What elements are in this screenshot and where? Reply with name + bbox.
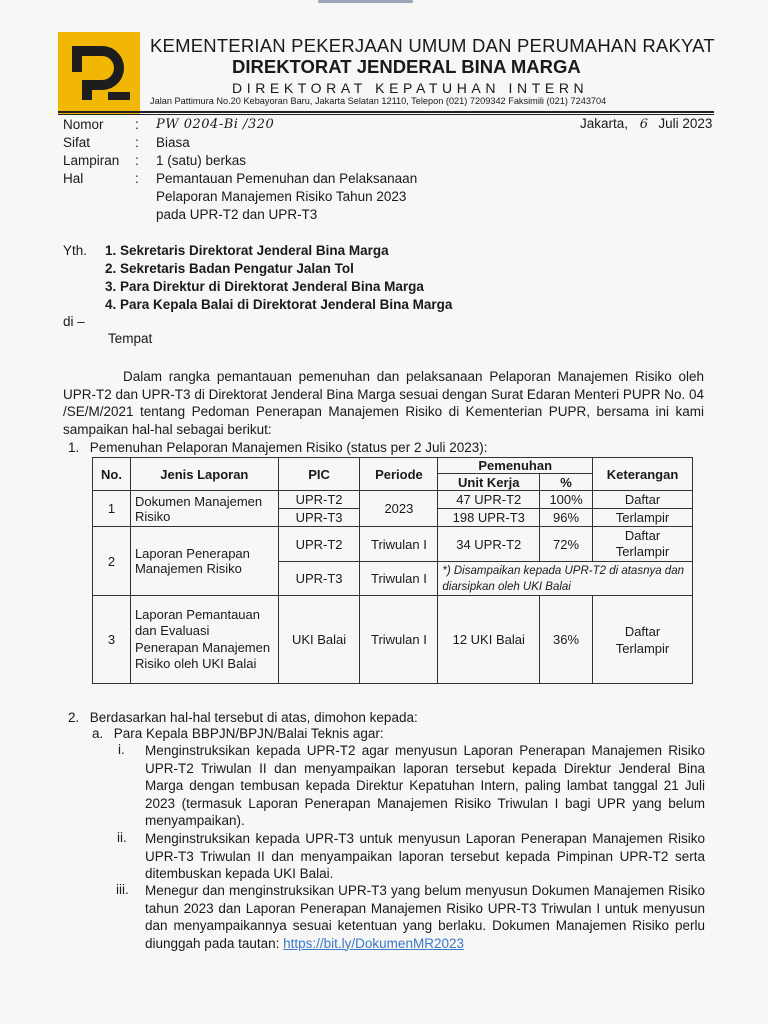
- col-unit-kerja: Unit Kerja: [438, 474, 540, 491]
- cell-pic: UKI Balai: [278, 596, 360, 684]
- item-1-heading: 1. Pemenuhan Pelaporan Manajemen Risiko (status per 2 Juli 2023):: [68, 440, 488, 455]
- scan-edge-mark: [318, 0, 413, 3]
- report-status-table: [92, 457, 693, 684]
- colon: :: [135, 153, 139, 168]
- intro-paragraph: [63, 368, 704, 438]
- cell-unit: 198 UPR-T3: [438, 509, 540, 527]
- cell-pic: UPR-T2: [278, 527, 360, 562]
- col-jenis-laporan: Jenis Laporan: [130, 458, 278, 491]
- cell-no: 2: [93, 527, 131, 596]
- cell-jenis: Laporan Pemantauan dan Evaluasi Penerapan Manajemen Risiko oleh UKI Balai: [130, 596, 278, 684]
- cell-keterangan: Terlampir: [593, 509, 693, 527]
- cell-keterangan: Daftar Terlampir: [593, 527, 693, 562]
- col-keterangan: Keterangan: [593, 458, 693, 491]
- addressee-item: 1. Sekretaris Direktorat Jenderal Bina Marga: [105, 243, 389, 258]
- upload-link[interactable]: https://bit.ly/DokumenMR2023: [283, 935, 464, 951]
- cell-periode: 2023: [360, 491, 438, 527]
- directorate-name: DIREKTORAT KEPATUHAN INTERN: [232, 80, 589, 96]
- ministry-name: KEMENTERIAN PEKERJAAN UMUM DAN PERUMAHAN RAKYAT: [150, 35, 715, 56]
- date-month-year: Juli 2023: [658, 116, 713, 131]
- colon: :: [135, 171, 139, 186]
- addressee-item: 4. Para Kepala Balai di Direktorat Jenderal Bina Marga: [105, 297, 453, 312]
- di-label: di –: [63, 314, 85, 329]
- roman-num: i.: [118, 742, 125, 757]
- header-rule-thick: [58, 111, 714, 113]
- colon: :: [135, 135, 139, 150]
- date-day: 6: [639, 117, 649, 132]
- cell-pic: UPR-T3: [278, 509, 360, 527]
- hal-line-3: pada UPR-T2 dan UPR-T3: [156, 207, 318, 222]
- item-2-heading: 2. Berdasarkan hal-hal tersebut di atas, dimohon kepada:: [68, 710, 418, 725]
- hal-label: Hal: [63, 171, 84, 186]
- cell-percent: 72%: [540, 527, 593, 562]
- cell-no: 3: [93, 596, 131, 684]
- cell-percent: 96%: [540, 509, 593, 527]
- instruction-i: Menginstruksikan kepada UPR-T2 agar menyusun Laporan Penerapan Manajemen Risiko UPR-T2 Triwulan II dan menyampaikan laporan tersebut kepada Direktur Jenderal Bina Marga dengan tembusan kepada Direktur Kepatuhan Intern, paling lambat tanggal 21 Juli 2023 (termasuk Laporan Penerapan Manajemen Risiko Triwulan I bagi UPR yang belum menyampaikan).: [145, 743, 705, 828]
- instruction-ii: Menginstruksikan kepada UPR-T3 untuk menyusun Laporan Penerapan Manajemen Risiko UPR-T3 Triwulan II dan menyampaikan laporan tersebut kepada Pimpinan UPR-T2 serta ditembuskan kepada UKI Balai.: [145, 831, 705, 881]
- sifat-value: Biasa: [156, 135, 190, 150]
- header-rule-thin: [58, 114, 714, 115]
- directorate-general-name: DIREKTORAT JENDERAL BINA MARGA: [232, 56, 581, 77]
- cell-periode: Triwulan I: [360, 596, 438, 684]
- cell-unit: 47 UPR-T2: [438, 491, 540, 509]
- roman-num: iii.: [116, 882, 129, 897]
- col-periode: Periode: [360, 458, 438, 491]
- cell-keterangan: Daftar: [593, 491, 693, 509]
- sifat-label: Sifat: [63, 135, 91, 150]
- date-place: Jakarta,: [580, 116, 629, 131]
- roman-num: ii.: [117, 830, 127, 845]
- cell-unit: 12 UKI Balai: [438, 596, 540, 684]
- cell-pic: UPR-T2: [278, 491, 360, 509]
- intro-text: Dalam rangka pemantauan pemenuhan dan pelaksanaan Pelaporan Manajemen Risiko oleh UPR-T2 dan UPR-T3 di Direktorat Jenderal Bina Marga sesuai dengan Surat Edaran Menteri PUPR No. 04 /SE/M/2021 tentang Pedoman Penerapan Manajemen Risiko di Kementerian PUPR, bersama ini kami sampaikan hal-hal sebagai berikut:: [63, 369, 704, 437]
- addressee-item: 3. Para Direktur di Direktorat Jenderal Bina Marga: [105, 279, 424, 294]
- cell-note: *) Disampaikan kepada UPR-T2 di atasnya dan diarsipkan oleh UKI Balai: [438, 562, 693, 596]
- lampiran-value: 1 (satu) berkas: [156, 153, 247, 168]
- cell-pic: UPR-T3: [278, 562, 360, 596]
- cell-no: 1: [93, 491, 131, 527]
- office-address: Jalan Pattimura No.20 Kebayoran Baru, Jakarta Selatan 12110, Telepon (021) 7209342 Faksimili (021) 7243704: [150, 96, 607, 106]
- cell-unit: 34 UPR-T2: [438, 527, 540, 562]
- lampiran-label: Lampiran: [63, 153, 120, 168]
- cell-jenis: Laporan Penerapan Manajemen Risiko: [130, 527, 278, 596]
- col-no: No.: [93, 458, 131, 491]
- nomor-value: PW 0204-Bi /320: [156, 117, 275, 132]
- nomor-label: Nomor: [63, 117, 104, 132]
- col-percent: %: [540, 474, 593, 491]
- instruction-iii-text: Menegur dan menginstruksikan UPR-T3 yang belum menyusun Dokumen Manajemen Risiko tahun 2023 dan Laporan Penerapan Manajemen Risiko UPR-T3 Triwulan I untuk menyusun dan menyampaikannya sesuai ketentuan yang berlaku. Dokumen Manajemen Risiko perlu diunggah pada tautan:: [145, 883, 705, 951]
- tempat-label: Tempat: [108, 331, 153, 346]
- cell-periode: Triwulan I: [360, 562, 438, 596]
- cell-percent: 100%: [540, 491, 593, 509]
- cell-jenis: Dokumen Manajemen Risiko: [130, 491, 278, 527]
- letter-date: [580, 116, 712, 132]
- cell-percent: 36%: [540, 596, 593, 684]
- cell-periode: Triwulan I: [360, 527, 438, 562]
- colon: :: [135, 117, 139, 132]
- hal-line-1: Pemantauan Pemenuhan dan Pelaksanaan: [156, 171, 418, 186]
- instruction-iii: [145, 882, 705, 952]
- cell-keterangan: Daftar Terlampir: [593, 596, 693, 684]
- hal-line-2: Pelaporan Manajemen Risiko Tahun 2023: [156, 189, 407, 204]
- col-pemenuhan: Pemenuhan: [438, 458, 593, 474]
- yth-label: Yth.: [63, 243, 88, 258]
- item-2a-heading: a. Para Kepala BBPJN/BPJN/Balai Teknis agar:: [92, 726, 384, 741]
- col-pic: PIC: [278, 458, 360, 491]
- addressee-item: 2. Sekretaris Badan Pengatur Jalan Tol: [105, 261, 354, 276]
- pupr-logo: [58, 32, 140, 114]
